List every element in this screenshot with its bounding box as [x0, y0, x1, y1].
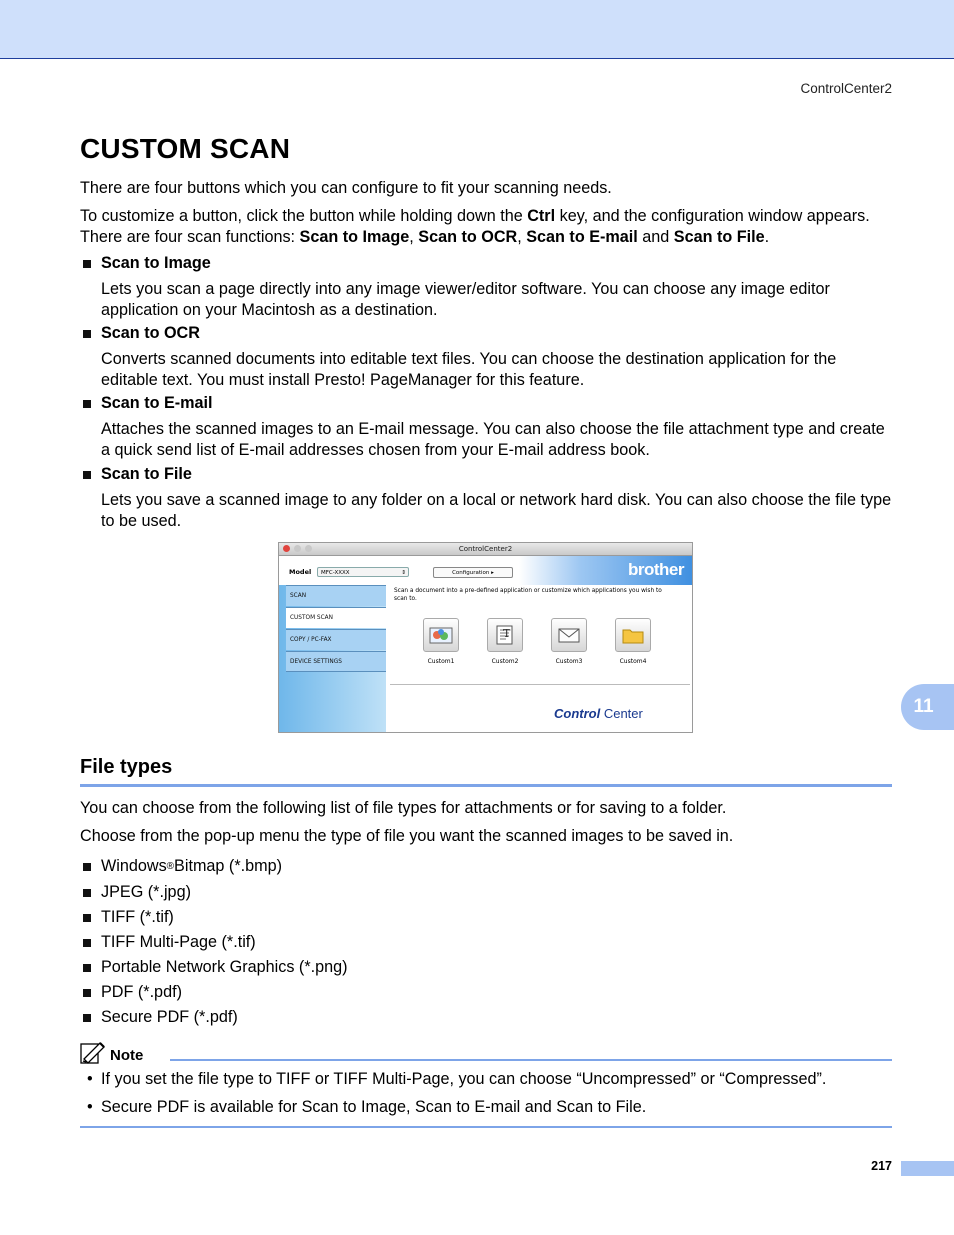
image-scan-icon	[423, 618, 459, 652]
bullet-body: Lets you save a scanned image to any folder on a local or network hard disk. You can also choose the file type to be used.	[101, 491, 892, 530]
square-bullet-icon	[83, 989, 91, 997]
controlcenter-logo: Control Center	[554, 706, 643, 721]
sidebar-item-device-settings[interactable]: DEVICE SETTINGS	[286, 651, 386, 672]
square-bullet-icon	[83, 914, 91, 922]
note-pencil-icon	[80, 1040, 106, 1069]
brand-banner	[519, 556, 693, 586]
chapter-tab: 11	[901, 684, 954, 730]
page-title: CUSTOM SCAN	[80, 133, 291, 164]
window-title: ControlCenter2	[458, 545, 513, 553]
file-type-item: JPEG (*.jpg)	[83, 883, 191, 902]
close-window-icon[interactable]	[283, 545, 290, 552]
square-bullet-icon	[83, 964, 91, 972]
bullet-scan-to-file: Scan to File	[83, 465, 192, 484]
heading-rule	[80, 784, 892, 787]
file-type-item: Secure PDF (*.pdf)	[83, 1008, 238, 1027]
select-arrows-icon: ⇕	[401, 570, 406, 576]
main-panel	[386, 585, 692, 733]
custom2-button[interactable]: T Custom2	[485, 618, 525, 666]
folder-icon	[615, 618, 651, 652]
square-bullet-icon	[83, 260, 91, 268]
bullet-body: Lets you scan a page directly into any image viewer/editor software. You can choose any image editor application on your Macintosh as a destination.	[101, 280, 830, 319]
intro-paragraph: There are four buttons which you can configure to fit your scanning needs.	[80, 179, 612, 197]
email-envelope-icon	[551, 618, 587, 652]
file-type-item: TIFF Multi-Page (*.tif)	[83, 933, 256, 952]
note-item: • If you set the file type to TIFF or TIFF Multi-Page, you can choose “Uncompressed” or “Compressed”.	[87, 1070, 827, 1088]
square-bullet-icon	[83, 330, 91, 338]
zoom-window-icon[interactable]	[305, 545, 312, 552]
bullet-scan-to-image: Scan to Image	[83, 254, 211, 273]
brother-logo: brother	[628, 560, 684, 579]
page-number: 217	[871, 1159, 892, 1173]
file-type-item: PDF (*.pdf)	[83, 983, 182, 1002]
model-select[interactable]: MFC-XXXX ⇕	[317, 567, 409, 577]
bullet-body: Attaches the scanned images to an E-mail message. You can also choose the file attachment type and create a quick send list of E-mail addresses chosen from your E-mail address book.	[101, 420, 885, 459]
file-type-item: TIFF (*.tif)	[83, 908, 174, 927]
running-header: ControlCenter2	[800, 81, 892, 96]
custom3-button[interactable]: Custom3	[549, 618, 589, 666]
section-heading-file-types: File types	[80, 756, 173, 778]
square-bullet-icon	[83, 1014, 91, 1022]
instructions-paragraph: To customize a button, click the button while holding down the Ctrl key, and the configuration window appears. There are four scan functions: Scan to Image, Scan to OCR, Scan to E-mail and Scan to File.	[80, 207, 870, 246]
file-types-intro: You can choose from the following list of file types for attachments or for saving to a folder.	[80, 799, 727, 817]
square-bullet-icon	[83, 471, 91, 479]
note-rule	[170, 1059, 892, 1061]
square-bullet-icon	[83, 889, 91, 897]
file-type-item: Windows ® Bitmap (*.bmp)	[83, 857, 282, 876]
note-item: • Secure PDF is available for Scan to Image, Scan to E-mail and Scan to File.	[87, 1098, 647, 1116]
ocr-document-icon	[487, 618, 523, 652]
panel-divider	[390, 684, 690, 685]
file-types-intro-2: Choose from the pop-up menu the type of file you want the scanned images to be saved in.	[80, 827, 734, 845]
minimize-window-icon[interactable]	[294, 545, 301, 552]
bullet-scan-to-ocr: Scan to OCR	[83, 324, 200, 343]
note-rule	[80, 1126, 892, 1128]
sidebar	[279, 585, 386, 733]
square-bullet-icon	[83, 400, 91, 408]
bullet-body: Converts scanned documents into editable text files. You can choose the destination application for the editable text. You must install Presto! PageManager for this feature.	[101, 350, 837, 389]
bullet-scan-to-email: Scan to E-mail	[83, 394, 213, 413]
sidebar-item-copy-pcfax[interactable]: COPY / PC-FAX	[286, 629, 386, 650]
model-label: Model	[289, 568, 312, 576]
window-title-bar	[279, 543, 692, 556]
square-bullet-icon	[83, 939, 91, 947]
sidebar-item-scan[interactable]: SCAN	[286, 585, 386, 606]
window-toolbar	[279, 556, 692, 586]
svg-text:T: T	[503, 627, 511, 640]
note-label: Note	[110, 1047, 144, 1064]
panel-description: Scan a document into a pre-defined application or customize which applications you wish to scan to.	[394, 588, 662, 602]
file-type-item: Portable Network Graphics (*.png)	[83, 958, 348, 977]
header-band	[0, 0, 954, 59]
custom1-button[interactable]: Custom1	[421, 618, 461, 666]
controlcenter-screenshot	[278, 542, 693, 733]
page-number-bar	[901, 1161, 954, 1176]
custom4-button[interactable]: Custom4	[613, 618, 653, 666]
sidebar-item-custom-scan[interactable]: CUSTOM SCAN	[286, 607, 386, 628]
configuration-button[interactable]: Configuration ▸	[433, 567, 513, 578]
square-bullet-icon	[83, 863, 91, 871]
